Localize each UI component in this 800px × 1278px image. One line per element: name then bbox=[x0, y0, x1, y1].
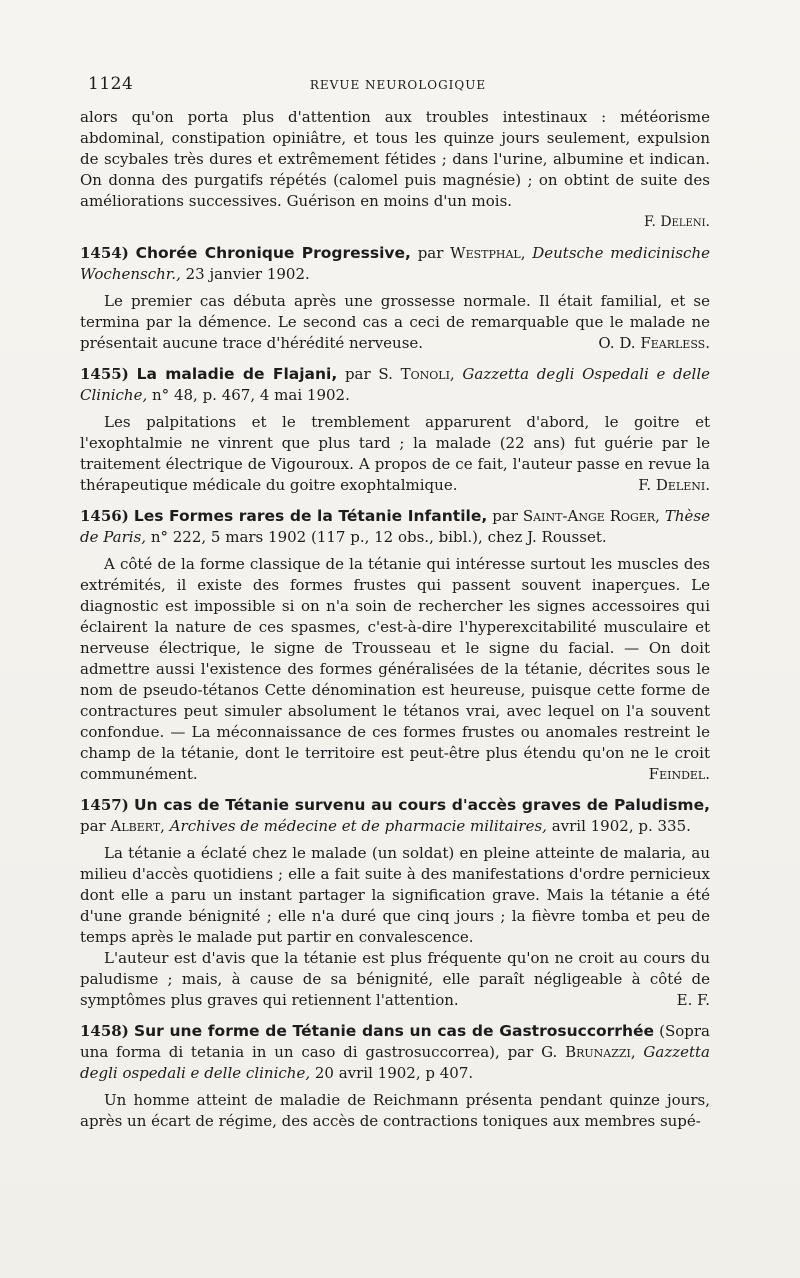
article-1458 bbox=[80, 1021, 710, 1132]
article-citation: 23 janvier 1902. bbox=[180, 265, 310, 283]
article-1456 bbox=[80, 506, 710, 785]
article-source: Thèse de Paris, bbox=[80, 507, 710, 546]
article-author: Albert, bbox=[110, 817, 165, 835]
article-signature: Feindel. bbox=[648, 765, 710, 783]
article-title: La maladie de Flajani, bbox=[136, 365, 338, 383]
article-number: 1458) bbox=[80, 1022, 129, 1040]
article-author: Brunazzi, bbox=[565, 1043, 636, 1061]
running-title: REVUE NEUROLOGIQUE bbox=[309, 78, 487, 92]
article-source: Archives de médecine et de pharmacie militaires, bbox=[164, 817, 547, 835]
article-number: 1457) bbox=[80, 796, 129, 814]
article-body: Un homme atteint de maladie de Reichmann présenta pendant quinze jours, après un écart de régime, des accès de contractions toniques aux membres supé- bbox=[80, 1091, 710, 1130]
article-heading: 1454) Chorée Chronique Progressive, par Westphal, Deutsche medicinische Wochenschr., 23 janvier 1902. bbox=[80, 244, 710, 283]
article-body: Le premier cas débuta après une grossesse normale. Il était familial, et se termina par la démence. Le second cas a ceci de remarquable que le malade ne présentait aucune trace d'hérédité nerveuse. O. D. Fearless. bbox=[80, 292, 710, 352]
article-heading: 1456) Les Formes rares de la Tétanie Infantile, par Saint-Ange Roger, Thèse de Paris, n° 222, 5 mars 1902 (117 p., 12 obs., bibl.), chez J. Rousset. bbox=[80, 507, 710, 546]
article-1457 bbox=[80, 795, 710, 1011]
article-1454 bbox=[80, 243, 710, 354]
article-title: Chorée Chronique Progressive, bbox=[135, 244, 411, 262]
article-title: Les Formes rares de la Tétanie Infantile, bbox=[133, 507, 488, 525]
article-citation: n° 222, 5 mars 1902 (117 p., 12 obs., bibl.), chez J. Rousset. bbox=[146, 528, 607, 546]
article-citation: 20 avril 1902, p 407. bbox=[310, 1064, 474, 1082]
page-header bbox=[88, 74, 708, 96]
article-signature: O. D. Fearless. bbox=[598, 334, 710, 352]
article-title: Sur une forme de Tétanie dans un cas de Gastrosuccorrhée bbox=[133, 1022, 655, 1040]
article-heading: 1458) Sur une forme de Tétanie dans un cas de Gastrosuccorrhée (Sopra una forma di tetania in un caso di gastrosuccorrea), par G. Brunazzi, Gazzetta degli ospedali e delle cliniche, 20 avril 1902, p 407. bbox=[80, 1022, 710, 1082]
article-citation: avril 1902, p. 335. bbox=[546, 817, 691, 835]
article-source: Gazzetta degli Ospedali e delle Cliniche, bbox=[80, 365, 710, 404]
article-1455 bbox=[80, 364, 710, 496]
article-body: La tétanie a éclaté chez le malade (un soldat) en pleine atteinte de malaria, au milieu d'accès quotidiens ; elle a fait suite à des manifestations d'ordre pernicieux dont elle a paru un instant partager la signification grave. Mais la tétanie a été d'une grande bénignité ; elle n'a duré que cinq jours ; la fièvre tomba et peu de temps après le malade put partir en convalescence. bbox=[80, 844, 710, 946]
article-heading: 1455) La maladie de Flajani, par S. Tonoli, Gazzetta degli Ospedali e delle Cliniche, n° 48, p. 467, 4 mai 1902. bbox=[80, 365, 710, 404]
article-source: Gazzetta degli ospedali e delle cliniche, bbox=[80, 1043, 710, 1082]
article-number: 1455) bbox=[80, 365, 129, 383]
article-signature: E. F. bbox=[676, 991, 710, 1009]
article-author: Tonoli, bbox=[400, 365, 455, 383]
article-number: 1456) bbox=[80, 507, 129, 525]
article-citation: n° 48, p. 467, 4 mai 1902. bbox=[147, 386, 350, 404]
article-heading: 1457) Un cas de Tétanie survenu au cours d'accès graves de Paludisme, par Albert, Archives de médecine et de pharmacie militaires, avril 1902, p. 335. bbox=[80, 796, 710, 835]
article-number: 1454) bbox=[80, 244, 129, 262]
article-body: A côté de la forme classique de la tétanie qui intéresse surtout les muscles des extrémités, il existe des formes frustes qui passent souvent inaperçues. Le diagnostic est impossible si on n'a soin de rechercher les signes accessoires qui éclairent la nature de ces spasmes, c'est-à-dire l'hyperexcitabilité musculaire et nerveuse électrique, le signe de Trousseau et le signe du facial. — On doit admettre aussi l'existence des formes généralisées de la tétanie, décrites sous le nom de pseudo-tétanos Cette dénomination est heureuse, puisque cette forme de contractures peut simuler absolument le tétanos vrai, avec lequel on l'a souvent confondue. — La méconnaissance de ces formes frustes ou anomales restreint le champ de la tétanie, dont le territoire est peut-être plus étendu qu'on ne le croit communément. Feindel. bbox=[80, 555, 710, 783]
intro-paragraph: alors qu'on porta plus d'attention aux troubles intestinaux : météorisme abdominal, constipation opiniâtre, et tous les quinze jours seulement, expulsion de scybales très dures et extrêmement fétides ; dans l'urine, albumine et indican. On donna des purgatifs répétés (calomel puis magnésie) ; on obtint de suite des améliorations successives. Guérison en moins d'un mois. bbox=[80, 108, 710, 210]
page-number: 1124 bbox=[88, 74, 134, 94]
article-author: Westphal, bbox=[450, 244, 526, 262]
article-body-continued: L'auteur est d'avis que la tétanie est plus fréquente qu'on ne croit au cours du paludisme ; mais, à cause de sa bénignité, elle paraît négligeable à côté de symptômes plus graves qui retiennent l'attention. E. F. bbox=[80, 949, 710, 1009]
article-author: Saint-Ange Roger, bbox=[522, 507, 660, 525]
page-body bbox=[80, 107, 710, 1132]
article-title: Un cas de Tétanie survenu au cours d'accès graves de Paludisme, bbox=[133, 796, 710, 814]
article-signature: F. Deleni. bbox=[638, 476, 710, 494]
article-source: Deutsche medicinische Wochenschr., bbox=[80, 244, 710, 283]
intro-signature: F. Deleni. bbox=[643, 214, 710, 230]
article-body: Les palpitations et le tremblement apparurent d'abord, le goitre et l'exophtalmie ne vinrent que plus tard ; la malade (22 ans) fut guérie par le traitement électrique de Vigouroux. A propos de ce fait, l'auteur passe en revue la thérapeutique médicale du goitre exophtalmique. F. Deleni. bbox=[80, 413, 710, 494]
